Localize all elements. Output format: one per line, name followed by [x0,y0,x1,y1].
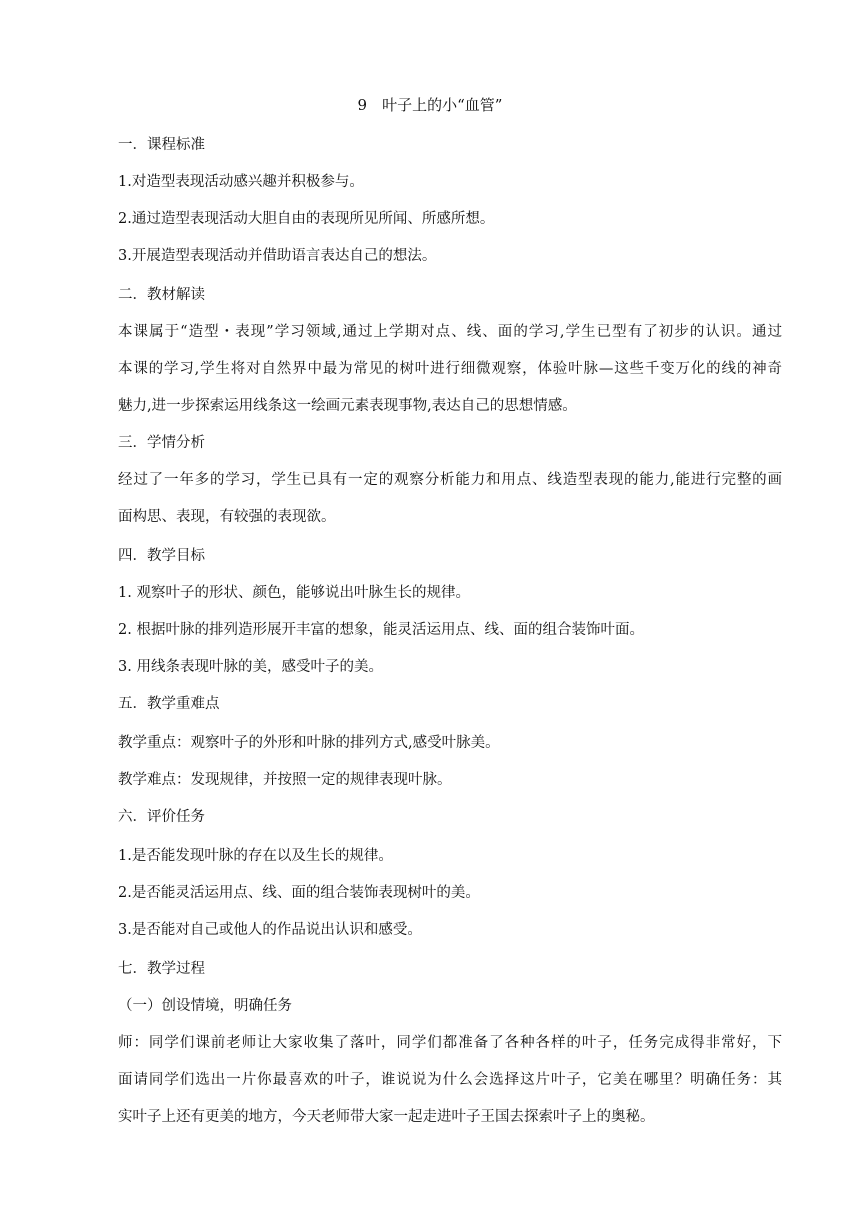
section-heading-student-analysis: 三．学情分析 [118,435,205,451]
section-heading-key-points: 五．教学重难点 [118,696,220,712]
section-heading-curriculum-standards: 一．课程标准 [118,137,205,153]
paragraph-line: 1.是否能发现叶脉的存在以及生长的规律。 [118,848,393,864]
paragraph-line: 2.通过造型表现活动大胆自由的表现所见所闻、所感所想。 [118,211,495,227]
paragraph-line: 面请同学们选出一片你最喜欢的叶子，谁说说为什么会选择这片叶子，它美在哪里？明确任务：其 [118,1072,782,1088]
subsection-heading: （一）创设情境，明确任务 [118,998,292,1014]
paragraph-line: 魅力,进一步探索运用线条这一绘画元素表现事物,表达自己的思想情感。 [118,398,577,414]
paragraph-line: 3.是否能对自己或他人的作品说出认识和感受。 [118,922,422,938]
section-heading-textbook-analysis: 二．教材解读 [118,287,205,303]
page-title: 9 叶子上的小“血管” [357,96,503,114]
paragraph-line: 教学难点：发现规律，并按照一定的规律表现叶脉。 [118,772,452,788]
paragraph-line: 本课属于“造型・表现”学习领域,通过上学期对点、线、面的学习,学生已型有了初步的认识。通过 [118,324,782,340]
paragraph-line: 3. 用线条表现叶脉的美，感受叶子的美。 [118,659,383,675]
paragraph-line: 2.是否能灵活运用点、线、面的组合装饰表现树叶的美。 [118,885,480,901]
paragraph-line: 面构思、表现，有较强的表现欲。 [118,509,336,525]
paragraph-line: 3.开展造型表现活动并借助语言表达自己的想法。 [118,248,437,264]
paragraph-line: 实叶子上还有更美的地方，今天老师带大家一起走进叶子王国去探索叶子上的奥秘。 [118,1109,655,1125]
section-heading-evaluation-tasks: 六．评价任务 [118,809,205,825]
paragraph-line: 1. 观察叶子的形状、颜色，能够说出叶脉生长的规律。 [118,585,470,601]
paragraph-line: 师：同学们课前老师让大家收集了落叶，同学们都准备了各种各样的叶子，任务完成得非常好，下 [118,1035,782,1051]
paragraph-line: 经过了一年多的学习，学生已具有一定的观察分析能力和用点、线造型表现的能力,能进行完整的画 [118,472,782,488]
section-heading-teaching-goals: 四．教学目标 [118,548,205,564]
section-heading-teaching-process: 七．教学过程 [118,961,205,977]
paragraph-line: 教学重点：观察叶子的外形和叶脉的排列方式,感受叶脉美。 [118,735,500,751]
paragraph-line: 2. 根据叶脉的排列造形展开丰富的想象，能灵活运用点、线、面的组合装饰叶面。 [118,622,644,638]
paragraph-line: 1.对造型表现活动感兴趣并积极参与。 [118,174,364,190]
paragraph-line: 本课的学习,学生将对自然界中最为常见的树叶进行细微观察，体验叶脉—这些千变万化的线的神奇 [118,361,782,377]
